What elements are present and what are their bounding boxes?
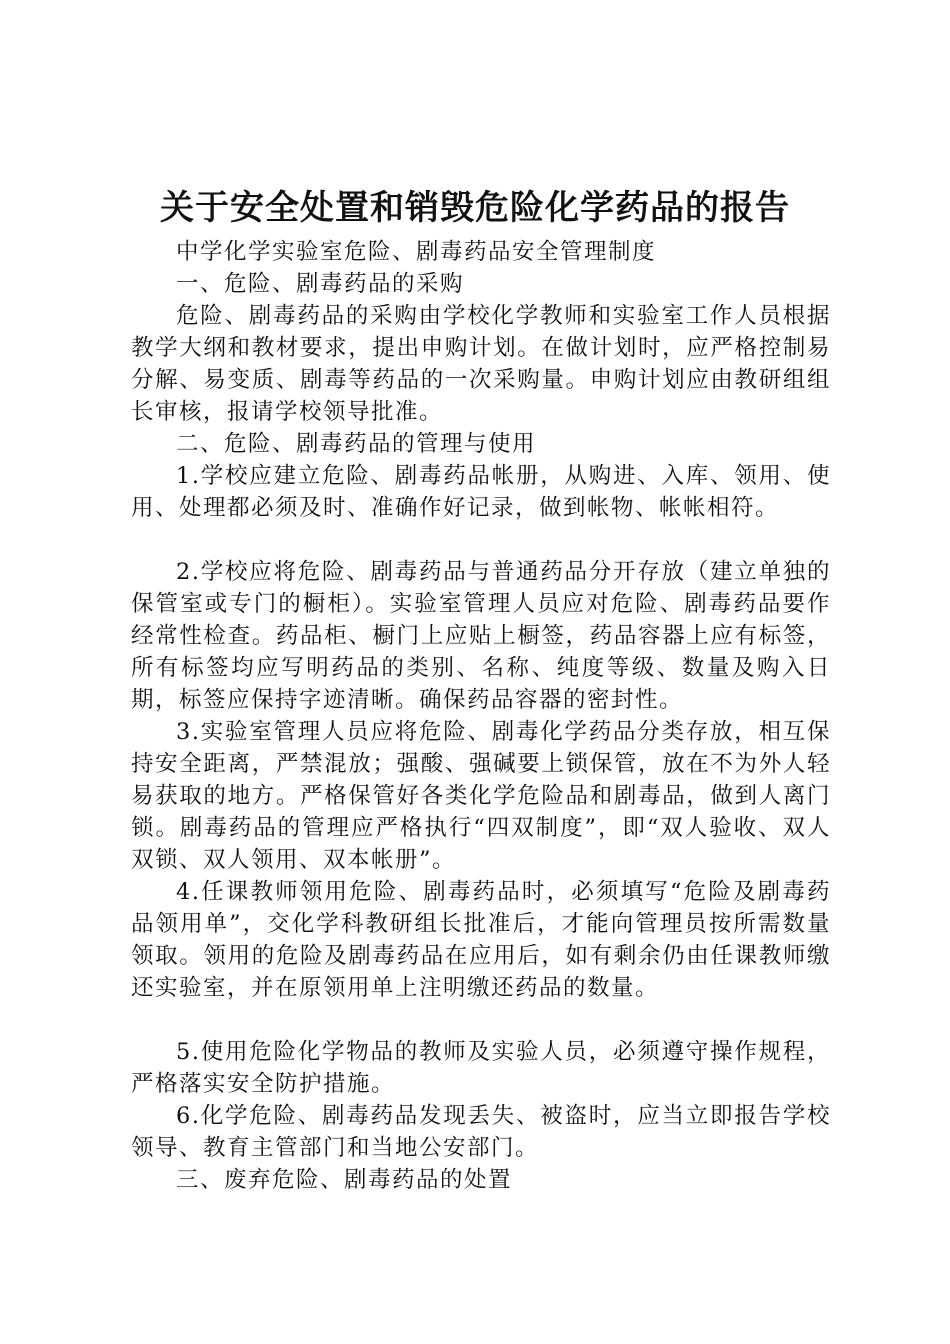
paragraph-item-3: 3.实验室管理人员应将危险、剧毒化学药品分类存放，相互保持安全距离，严禁混放；强酸、强碱要上锁保管，放在不为外人轻易获取的地方。严格保管好各类化学危险品和剧毒品，做到人离门锁。剧毒药品的管理应严格执行“四双制度”，即“双人验收、双人双锁、双人领用、双本帐册”。 <box>131 719 831 873</box>
document-body <box>131 236 831 1196</box>
paragraph-item-5: 5.使用危险化学物品的教师及实验人员，必须遵守操作规程，严格落实安全防护措施。 <box>131 1039 831 1097</box>
paragraph-procurement: 危险、剧毒药品的采购由学校化学教师和实验室工作人员根据教学大纲和教材要求，提出申购计划。在做计划时，应严格控制易分解、易变质、剧毒等药品的一次采购量。申购计划应由教研组组长审核，报请学校领导批准。 <box>131 303 831 425</box>
section-heading-procurement: 一、危险、剧毒药品的采购 <box>176 271 465 297</box>
paragraph-item-4: 4.任课教师领用危险、剧毒药品时，必须填写“危险及剧毒药品领用单”，交化学科教研组长批准后，才能向管理员按所需数量领取。领用的危险及剧毒药品在应用后，如有剩余仍由任课教师缴还实验室，并在原领用单上注明缴还药品的数量。 <box>131 879 831 1001</box>
paragraph-item-2: 2.学校应将危险、剧毒药品与普通药品分开存放（建立单独的保管室或专门的橱柜）。实验室管理人员应对危险、剧毒药品要作经常性检查。药品柜、橱门上应贴上橱签，药品容器上应有标签，所有标签均应写明药品的类别、名称、纯度等级、数量及购入日期，标签应保持字迹清晰。确保药品容器的密封性。 <box>131 559 831 713</box>
paragraph-item-6: 6.化学危险、剧毒药品发现丢失、被盗时，应当立即报告学校领导、教育主管部门和当地公安部门。 <box>131 1103 831 1161</box>
document-title: 关于安全处置和销毁危险化学药品的报告 <box>160 188 790 228</box>
section-heading-management: 二、危险、剧毒药品的管理与使用 <box>176 431 537 457</box>
section-heading-disposal: 三、废弃危险、剧毒药品的处置 <box>176 1167 513 1193</box>
subtitle-paragraph: 中学化学实验室危险、剧毒药品安全管理制度 <box>176 239 657 265</box>
paragraph-item-1: 1.学校应建立危险、剧毒药品帐册，从购进、入库、领用、使用、处理都必须及时、准确作好记录，做到帐物、帐帐相符。 <box>131 463 831 521</box>
